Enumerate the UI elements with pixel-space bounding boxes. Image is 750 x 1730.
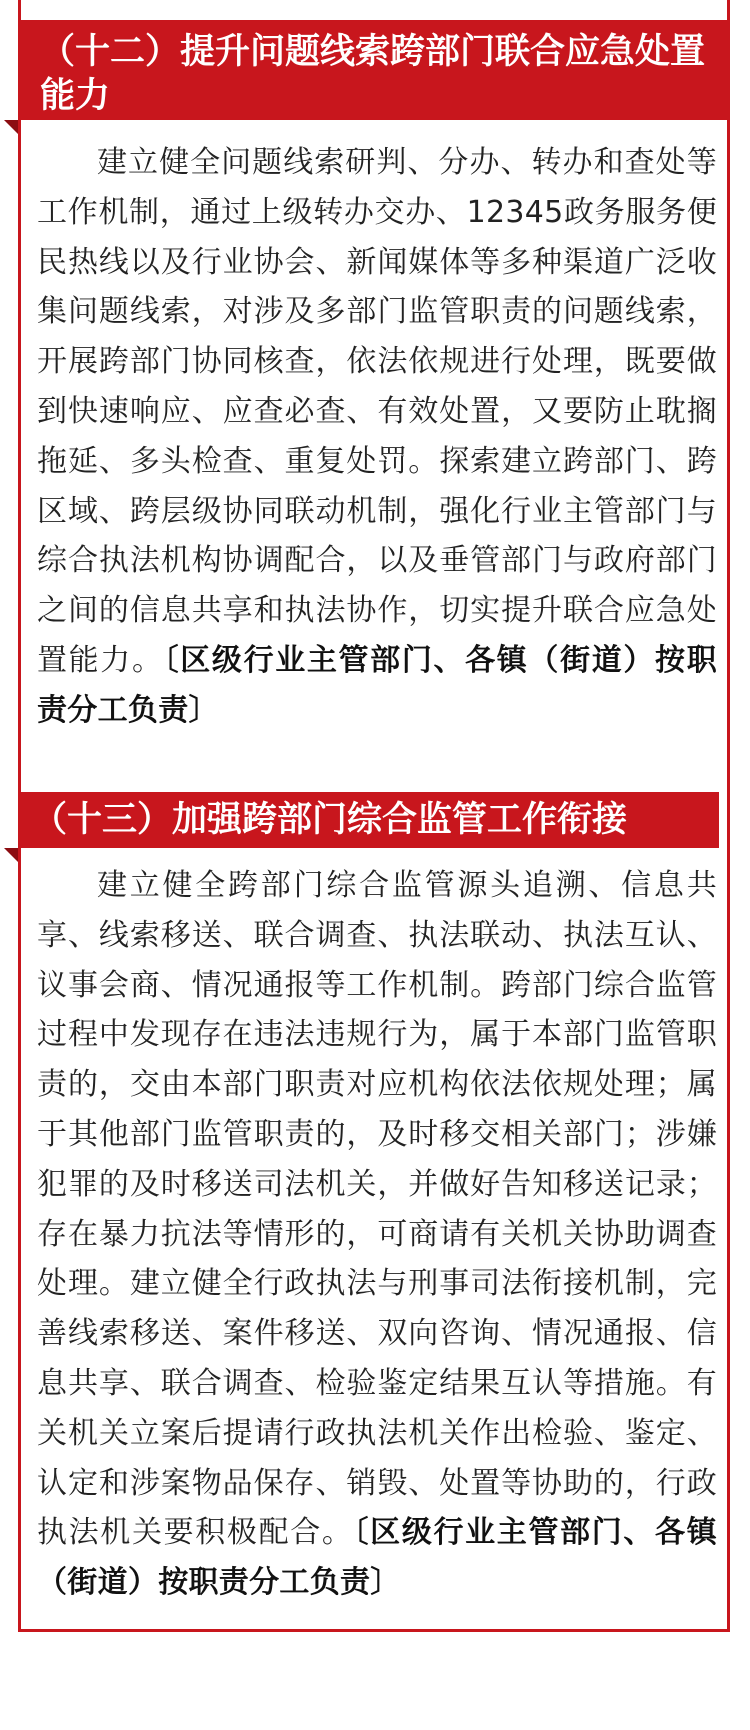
section-body-13-text: 建立健全跨部门综合监管源头追溯、信息共享、线索移送、联合调查、执法联动、执法互认、议事会商、情况通报等工作机制。跨部门综合监管过程中发现存在违法违规行为，属于本部门监管职责的，交由本部门职责对应机构依法依规处理；属于其他部门监管职责的，及时移交相关部门；涉嫌犯罪的及时移送司法机关，并做好告知移送记录；存在暴力抗法等情形的，可商请有关机关协助调查处理。建立健全行政执法与刑事司法衔接机制，完善线索移送、案件移送、双向咨询、情况通报、信息共享、联合调查、检验鉴定结果互认等措施。有关机关立案后提请行政执法机关作出检验、鉴定、认定和涉案物品保存、销毁、处置等协助的，行政执法机关要积极配合。 [37, 868, 717, 1551]
heading-corner-fold [4, 848, 18, 862]
section-heading-12-text: （十二）提升问题线索跨部门联合应急处置能力 [40, 32, 706, 116]
section-body-13 [37, 861, 717, 1608]
section-body-12-text: 建立健全问题线索研判、分办、转办和查处等工作机制，通过上级转办交办、12345政务服务便民热线以及行业协会、新闻媒体等多种渠道广泛收集问题线索，对涉及多部门监管职责的问题线索，开展跨部门协同核查，依法依规进行处理，既要做到快速响应、应查必查、有效处置，又要防止耽搁拖延、多头检查、重复处罚。探索建立跨部门、跨区域、跨层级协同联动机制，强化行业主管部门与综合执法机构协调配合，以及垂管部门与政府部门之间的信息共享和执法协作，切实提升联合应急处置能力。 [37, 145, 717, 678]
section-body-12 [37, 138, 717, 736]
section-heading-13-text: （十三）加强跨部门综合监管工作衔接 [32, 800, 628, 840]
section-responsibility-13: 〔区级行业主管部门、各镇（街道）按职责分工负责〕 [37, 1515, 718, 1601]
section-heading-12 [18, 20, 730, 120]
section-responsibility-12: 〔区级行业主管部门、各镇（街道）按职责分工负责〕 [37, 642, 717, 728]
heading-corner-fold [4, 120, 18, 134]
section-heading-13 [18, 792, 719, 848]
